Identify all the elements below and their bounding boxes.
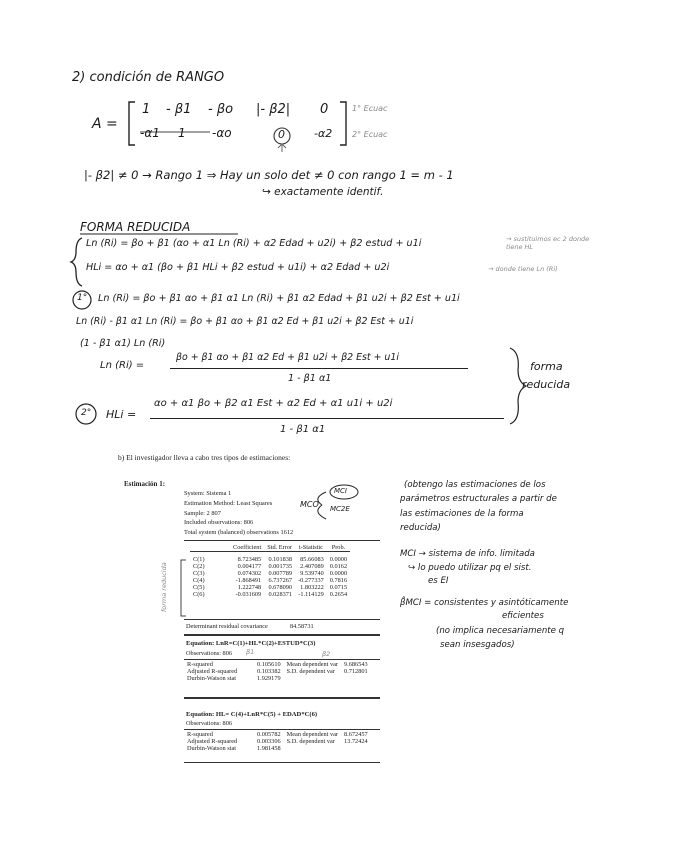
stat-value-2 [341,745,371,752]
system-header-5: Total system (balanced) observations 1612 [184,529,294,536]
stat-value-2: 13.72424 [344,738,368,745]
system-header-1: System: Sistema 1 [184,490,232,497]
step-1-label: 1° [77,293,88,303]
coef-stderr: 0.101838 [268,556,293,563]
system-eq-1-note: → sustituimos ec 2 donde tiene HL [506,235,590,251]
stat-value: 0.105610 [257,661,281,668]
mc2e-label: MC2E [330,505,350,513]
frac-1-denominator: 1 - β1 α1 [288,373,332,384]
table-rule-mid [184,619,380,620]
beta2-label: β2 [322,650,331,658]
eq1-label: 1° Ecuac [352,104,388,113]
coef-value: 8.723485 [237,556,262,563]
frac-1-bar [170,368,468,369]
eq2-stats-table [184,731,371,752]
stats-row [184,738,371,745]
coef-prob: 0.2654 [329,591,348,598]
mci-label: MCI [334,487,347,495]
matrix-right-bracket [340,102,346,145]
system-header-3: Sample: 2 807 [184,510,221,517]
matrix-r1-c5: 0 [320,102,329,117]
matrix-r2-c2: 1 [178,126,186,140]
matrix-lhs: A = [92,116,118,132]
coef-stderr: 0.028371 [268,591,293,598]
matrix-r2-c1: -α1 [140,126,160,140]
side-note-7: es EI [428,576,449,586]
coef-tstat: -0.277337 [298,577,324,584]
system-header-2: Estimation Method: Least Squares [184,500,273,507]
side-note-11: sean insesgados) [440,640,515,650]
matrix-r1-c3: - βo [208,102,234,117]
coef-value: 0.004177 [237,563,262,570]
coef-header-row [190,544,350,552]
coef-stderr: 0.678090 [268,584,293,591]
eq2-rule-bottom [184,762,380,763]
side-note-10: (no implica necesariamente q [436,626,565,636]
stat-value-2: 8.672457 [344,731,368,738]
side-note-8: β̂MCI = consistentes y asintóticamente [400,598,569,608]
system-eq-2-note: → donde tiene Ln (Ri) [488,265,558,273]
coef-value: -0.031609 [235,591,262,598]
coef-prob: 0.0000 [329,556,348,563]
eq1-obs: Observations: 806 [186,650,232,657]
coef-name: C(5) [193,584,205,591]
forma-label: forma [530,360,563,373]
coef-prob: 0.0715 [329,584,348,591]
frac-2-numerator: αo + α1 βo + β2 α1 Est + α2 Ed + α1 u1i + u2i [154,398,393,409]
matrix-left-bracket [129,102,135,145]
coef-stderr: 0.001735 [268,563,293,570]
coef-value: 1.222748 [237,584,262,591]
stat-label: Adjusted R-squared [187,668,238,675]
coef-header-blank [190,544,230,552]
frac-2-lhs: HLi = [106,408,137,421]
side-note-5: MCI → sistema de info. limitada [400,549,535,559]
coef-prob: 0.0162 [329,563,348,570]
stat-value: 1.929179 [257,675,281,682]
matrix-r1-c2: - β1 [166,102,192,117]
stat-label: R-squared [187,661,213,668]
system-brace [71,238,82,286]
coef-tstat: -1.114129 [298,591,324,598]
stat-value: 0.005782 [257,731,281,738]
stat-value: 0.103382 [257,668,281,675]
coef-row [190,577,350,584]
table-rule-det [184,634,380,636]
coef-tstat: 85.66083 [300,556,324,563]
matrix-r1-c1: 1 [142,102,151,117]
eq2-title: Equation: HL= C(4)+LnR*C(5) + EDAD*C(6) [186,711,318,718]
step-2-label: 2° [81,408,92,418]
coef-prob: 0.0000 [329,570,348,577]
rank-line-1: |- β2| ≠ 0 → Rango 1 ⇒ Hay un solo det ≠ 0 con rango 1 = m - 1 [84,168,454,182]
coef-name: C(6) [193,591,205,598]
reducida-label: reducida [522,378,571,391]
matrix-r1-c4: |- β2| [256,102,291,117]
coef-header-stderr: Std. Error [267,544,293,551]
det-label: Determinant residual covariance [186,623,268,630]
coef-row [190,556,350,563]
eq2-obs: Observations: 806 [186,720,232,727]
coef-row [190,584,350,591]
stat-label-2 [284,675,341,682]
stat-label-2: Mean dependent var [286,661,339,668]
system-eq-1: Ln (Ri) = βo + β1 (αo + α1 Ln (Ri) + α2 Edad + u2i) + β2 estud + u1i [86,238,422,249]
estimacion-label: Estimación 1: [124,480,166,488]
rank-title: 2) condición de RANGO [72,70,225,85]
step-1-eq: Ln (Ri) = βo + β1 αo + β1 α1 Ln (Ri) + β1 α2 Edad + β1 u2i + β2 Est + u1i [98,293,460,304]
frac-2-bar [150,418,504,419]
arrow-up-icon [278,144,286,152]
coef-header-coefficient: Coefficient [233,544,262,551]
question-b: b) El investigador lleva a cabo tres tipos de estimaciones: [118,453,291,462]
mco-label: MCO [300,500,319,509]
stats-row [184,675,371,682]
side-note-3: las estimaciones de la forma [400,509,524,519]
eq1-title: Equation: LnR=C(1)+HL*C(2)+ESTUD*C(3) [186,640,316,647]
step-1-eq-b: Ln (Ri) - β1 α1 Ln (Ri) = βo + β1 αo + β1 α2 Ed + β1 u2i + β2 Est + u1i [76,316,414,327]
coef-prob: 0.7816 [329,577,348,584]
reduced-title: FORMA REDUCIDA [80,220,191,234]
stat-label: R-squared [187,731,213,738]
coef-row [190,563,350,570]
system-header-4: Included observations: 806 [184,519,254,526]
beta1-label: β1 [246,648,255,656]
frac-1-lhs: Ln (Ri) = [100,360,145,371]
coef-name: C(2) [193,563,205,570]
stat-value: 1.981458 [257,745,281,752]
coef-name: C(1) [193,556,205,563]
forma-reducida-vertical: forma reducida [160,562,168,612]
coef-tstat: 1.803222 [300,584,324,591]
side-note-1: (obtengo las estimaciones de los [404,480,546,490]
eq1-rule-bottom [184,697,380,699]
stat-value-2 [341,675,371,682]
stat-label: Adjusted R-squared [187,738,238,745]
side-note-6: ↪ lo puedo utilizar pq el sist. [408,563,532,573]
frac-2-denominator: 1 - β1 α1 [280,424,326,435]
det-value: 84.58731 [290,623,314,630]
eq1-stats-table [184,661,371,682]
coef-value: 0.074302 [237,570,262,577]
coef-header-prob: Prob. [331,544,346,551]
system-eq-2: HLi = αo + α1 (βo + β1 HLi + β2 estud + u1i) + α2 Edad + u2i [86,262,390,273]
coef-tstat: 2.407089 [300,563,324,570]
stat-label: Durbin-Watson stat [187,745,236,752]
coef-name: C(4) [193,577,205,584]
stats-row [184,668,371,675]
stats-row [184,731,371,738]
matrix-r2-c3: -αo [212,126,232,140]
coef-tstat: 9.539740 [300,570,324,577]
coef-row [190,570,350,577]
eq2-rule [184,729,380,730]
stat-label-2 [284,745,341,752]
rank-line-2: ↪ exactamente identif. [262,186,384,198]
side-note-2: parámetros estructurales a partir de [400,494,557,504]
table-rule-top [184,540,380,541]
coef-header-tstat: t-Statistic [298,544,323,551]
step-1-eq-c: (1 - β1 α1) Ln (Ri) [80,338,166,349]
stat-value-2: 9.686543 [344,661,368,668]
stat-label-2: S.D. dependent var [286,668,335,675]
coef-value: -1.868491 [235,577,262,584]
coef-row [190,591,350,598]
coef-bracket [181,560,186,616]
eq2-label: 2° Ecuac [352,130,388,139]
matrix-r2-c5: -α2 [314,127,333,140]
stat-label-2: Mean dependent var [286,731,339,738]
stats-row [184,661,371,668]
matrix-r2-c4: 0 [278,128,285,141]
eq1-rule [184,659,380,660]
stat-value: 0.003306 [257,738,281,745]
stat-value-2: 0.712801 [344,668,368,675]
method-branch [318,492,326,519]
coef-name: C(3) [193,570,205,577]
side-note-9: eficientes [502,611,544,621]
coefficient-table [190,544,350,598]
frac-1-numerator: βo + β1 αo + β1 α2 Ed + β1 u2i + β2 Est + u1i [176,352,399,363]
stat-label-2: S.D. dependent var [286,738,335,745]
coef-stderr: 0.007789 [268,570,293,577]
coef-stderr: 6.737267 [268,577,293,584]
side-note-4: reducida) [400,523,441,533]
stats-row [184,745,371,752]
stat-label: Durbin-Watson stat [187,675,236,682]
